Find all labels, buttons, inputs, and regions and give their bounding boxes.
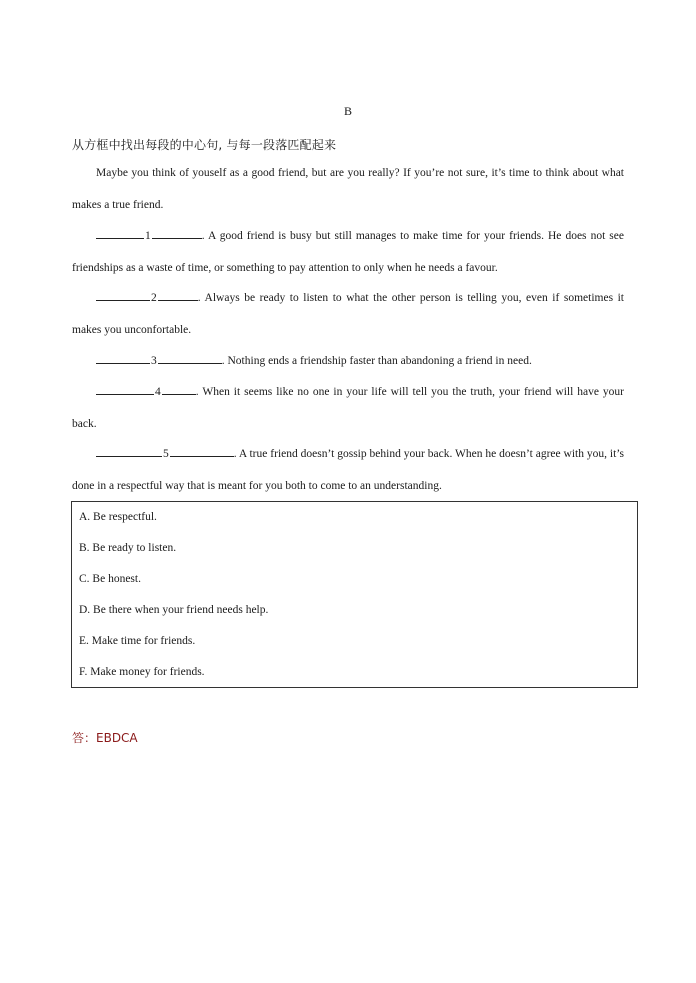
blank-line[interactable]	[158, 289, 198, 301]
paragraph-3	[72, 346, 624, 378]
options-box	[71, 501, 638, 688]
option-f: F. Make money for friends.	[79, 666, 205, 678]
blank-line[interactable]	[158, 352, 222, 364]
blank-line[interactable]	[152, 227, 202, 239]
blank-line[interactable]	[96, 352, 150, 364]
blank-number: 2	[151, 292, 157, 304]
blank-number: 4	[155, 386, 161, 398]
option-b: B. Be ready to listen.	[79, 542, 177, 554]
blank-line[interactable]	[96, 227, 144, 239]
blank-line[interactable]	[162, 383, 196, 395]
section-label: B	[343, 104, 352, 118]
blank-number: 1	[145, 230, 151, 242]
paragraph-1	[72, 221, 624, 284]
blank-line[interactable]	[96, 445, 162, 457]
paragraph-2	[72, 283, 624, 346]
option-c: C. Be honest.	[79, 573, 141, 585]
paragraph-4	[72, 377, 624, 440]
option-d: D. Be there when your friend needs help.	[79, 604, 269, 616]
paragraph-text: . A good friend is busy but still manages to make time for your friends. He does not see friendships as a waste of time, or something to pay attention to only when he needs a favour.	[72, 230, 624, 274]
blank-number: 3	[151, 355, 157, 367]
paragraph-text: . Always be ready to listen to what the other person is telling you, even if sometimes it makes you unconfortable.	[72, 292, 624, 336]
answer-text: 答：EBDCA	[72, 731, 138, 745]
option-e: E. Make time for friends.	[79, 635, 196, 647]
option-a: A. Be respectful.	[79, 511, 157, 523]
intro-paragraph: Maybe you think of youself as a good friend, but are you really? If you’re not sure, it’s time to think about what makes a true friend.	[72, 167, 624, 211]
paragraph-5	[72, 439, 624, 502]
instruction-text: 从方框中找出每段的中心句, 与每一段落匹配起来	[72, 138, 337, 152]
paragraph-text: . A true friend doesn’t gossip behind your back. When he doesn’t agree with you, it’s done in a respectful way that is meant for you both to come to an understanding.	[72, 448, 624, 492]
paragraph-text: . Nothing ends a friendship faster than abandoning a friend in need.	[221, 355, 532, 367]
blank-line[interactable]	[96, 383, 154, 395]
blank-line[interactable]	[96, 289, 150, 301]
paragraph-text: . When it seems like no one in your life will tell you the truth, your friend will have your back.	[72, 386, 624, 430]
blank-number: 5	[163, 448, 169, 460]
blank-line[interactable]	[170, 445, 234, 457]
